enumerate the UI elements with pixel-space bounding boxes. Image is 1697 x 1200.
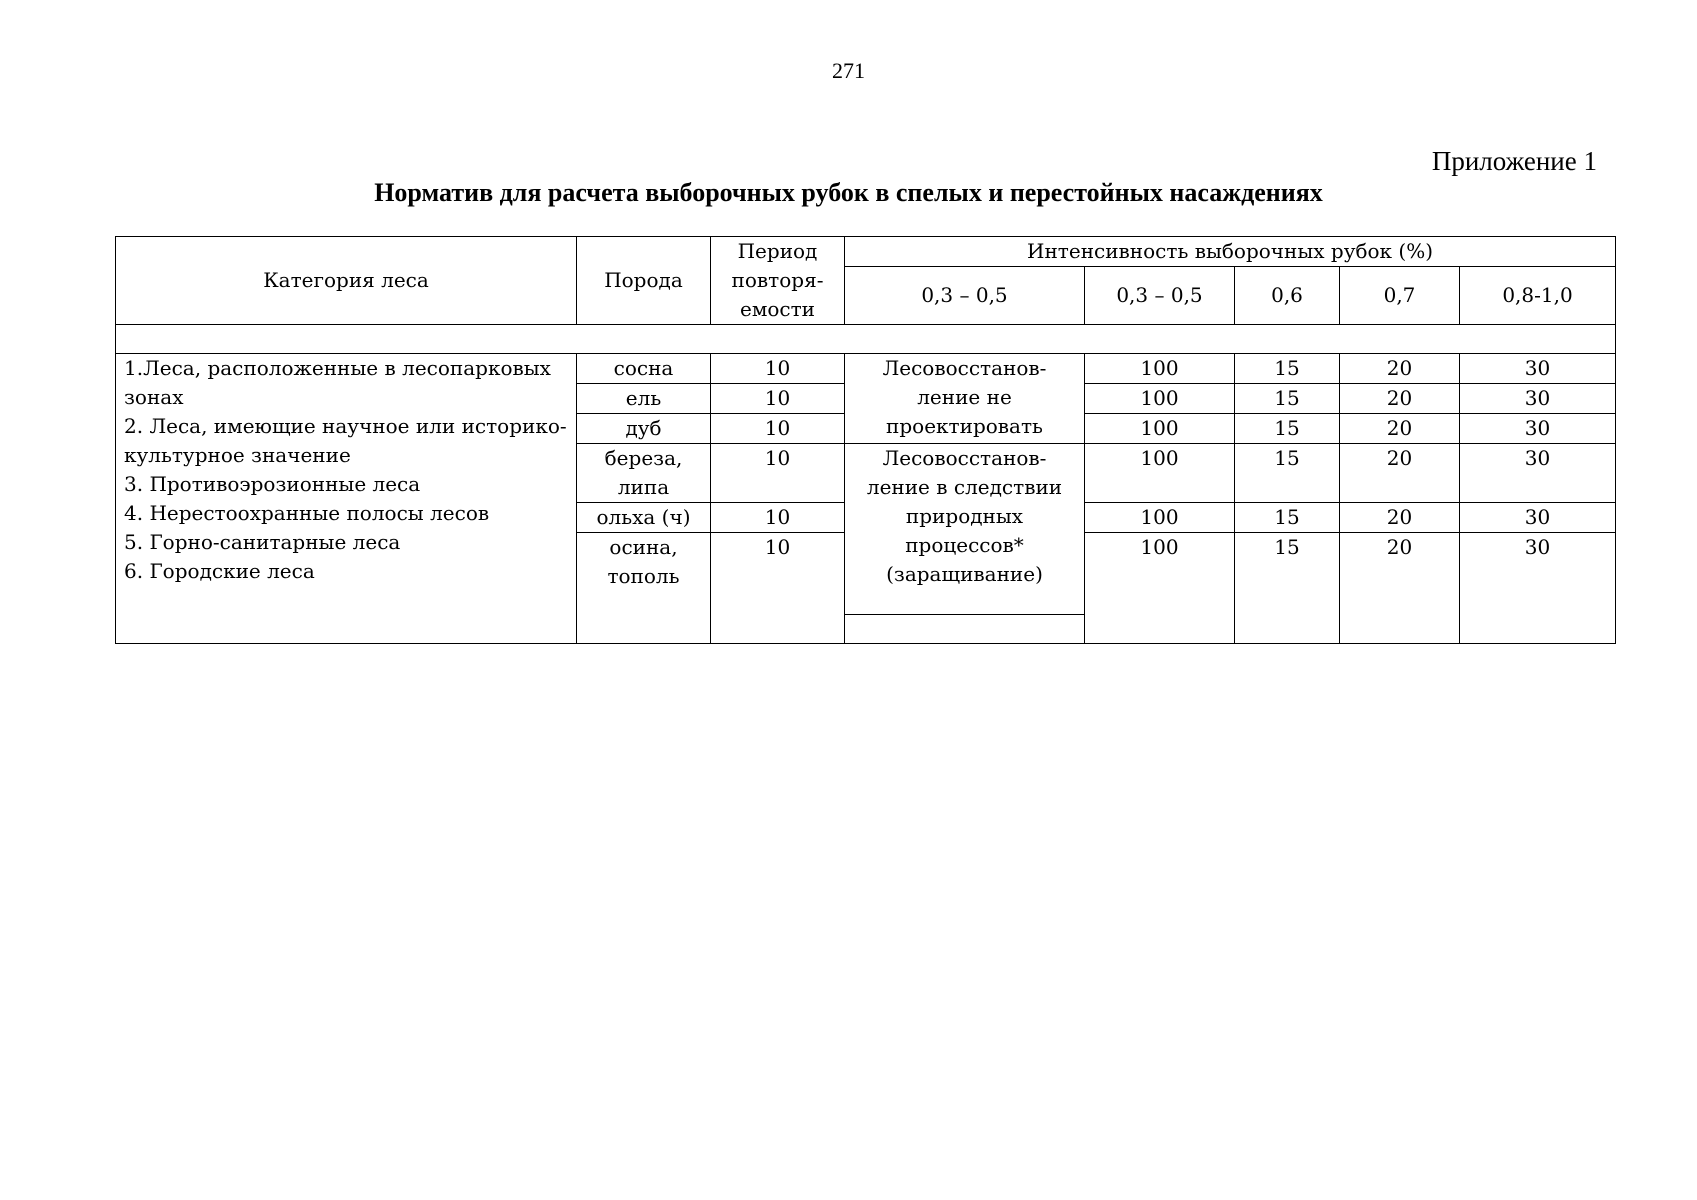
- value-cell: 15: [1235, 414, 1340, 444]
- empty-row: [116, 325, 1616, 354]
- header-density-2: 0,3 – 0,5: [1085, 267, 1235, 325]
- value-cell: 100: [1085, 384, 1235, 414]
- value-cell: 100: [1085, 414, 1235, 444]
- species-cell: дуб: [577, 414, 711, 444]
- value-cell: 100: [1085, 444, 1235, 503]
- value-cell: 30: [1460, 354, 1616, 384]
- header-intensity: Интенсивность выборочных рубок (%): [845, 237, 1616, 267]
- header-species: Порода: [577, 237, 711, 325]
- category-item: 3. Противоэрозионные леса: [124, 472, 421, 496]
- category-item: 2. Леса, имеющие научное или историко-культурное значение: [124, 414, 567, 467]
- value-cell: 20: [1340, 444, 1460, 503]
- value-cell: 20: [1340, 354, 1460, 384]
- value-cell: 20: [1340, 384, 1460, 414]
- norm-table: [115, 236, 1616, 644]
- value-cell: 30: [1460, 414, 1616, 444]
- value-cell: 15: [1235, 503, 1340, 533]
- period-cell: 10: [711, 444, 845, 503]
- period-cell: 10: [711, 354, 845, 384]
- species-cell: осина, тополь: [577, 533, 711, 644]
- period-cell: 10: [711, 414, 845, 444]
- period-cell: 10: [711, 503, 845, 533]
- value-cell: 15: [1235, 444, 1340, 503]
- category-item: 6. Городские леса: [124, 559, 315, 583]
- note-cell-group1: Лесовосстанов-ление не проектировать: [845, 354, 1085, 444]
- value-cell: 30: [1460, 503, 1616, 533]
- value-cell: 20: [1340, 533, 1460, 644]
- value-cell: 20: [1340, 503, 1460, 533]
- period-cell: 10: [711, 384, 845, 414]
- category-cell: [116, 354, 577, 644]
- document-title: Норматив для расчета выборочных рубок в спелых и перестойных насаждениях: [374, 178, 1323, 207]
- value-cell: 100: [1085, 533, 1235, 644]
- value-cell: 15: [1235, 533, 1340, 644]
- category-item: 5. Горно-санитарные леса: [124, 530, 401, 554]
- appendix-label: Приложение 1: [1431, 146, 1597, 176]
- header-category: Категория леса: [116, 237, 577, 325]
- species-cell: ель: [577, 384, 711, 414]
- value-cell: 30: [1460, 384, 1616, 414]
- value-cell: 15: [1235, 354, 1340, 384]
- header-density-4: 0,7: [1340, 267, 1460, 325]
- page-number: 271: [832, 58, 865, 83]
- header-density-1: 0,3 – 0,5: [845, 267, 1085, 325]
- value-cell: 15: [1235, 384, 1340, 414]
- value-cell: 30: [1460, 444, 1616, 503]
- empty-note-cell: [845, 615, 1085, 644]
- species-cell: сосна: [577, 354, 711, 384]
- value-cell: 20: [1340, 414, 1460, 444]
- empty-cell: [116, 325, 1616, 354]
- header-density-3: 0,6: [1235, 267, 1340, 325]
- value-cell: 30: [1460, 533, 1616, 644]
- table-row: [116, 354, 1616, 384]
- header-row-1: [116, 237, 1616, 267]
- header-period: Период повторя-емости: [711, 237, 845, 325]
- category-item: 4. Нерестоохранные полосы лесов: [124, 501, 490, 525]
- category-item: 1.Леса, расположенные в лесопарковых зонах: [124, 356, 551, 409]
- note-cell-group2: Лесовосстанов-ление в следствии природных процессов* (заращивание): [845, 444, 1085, 615]
- value-cell: 100: [1085, 354, 1235, 384]
- species-cell: береза, липа: [577, 444, 711, 503]
- header-density-5: 0,8-1,0: [1460, 267, 1616, 325]
- period-cell: 10: [711, 533, 845, 644]
- value-cell: 100: [1085, 503, 1235, 533]
- species-cell: ольха (ч): [577, 503, 711, 533]
